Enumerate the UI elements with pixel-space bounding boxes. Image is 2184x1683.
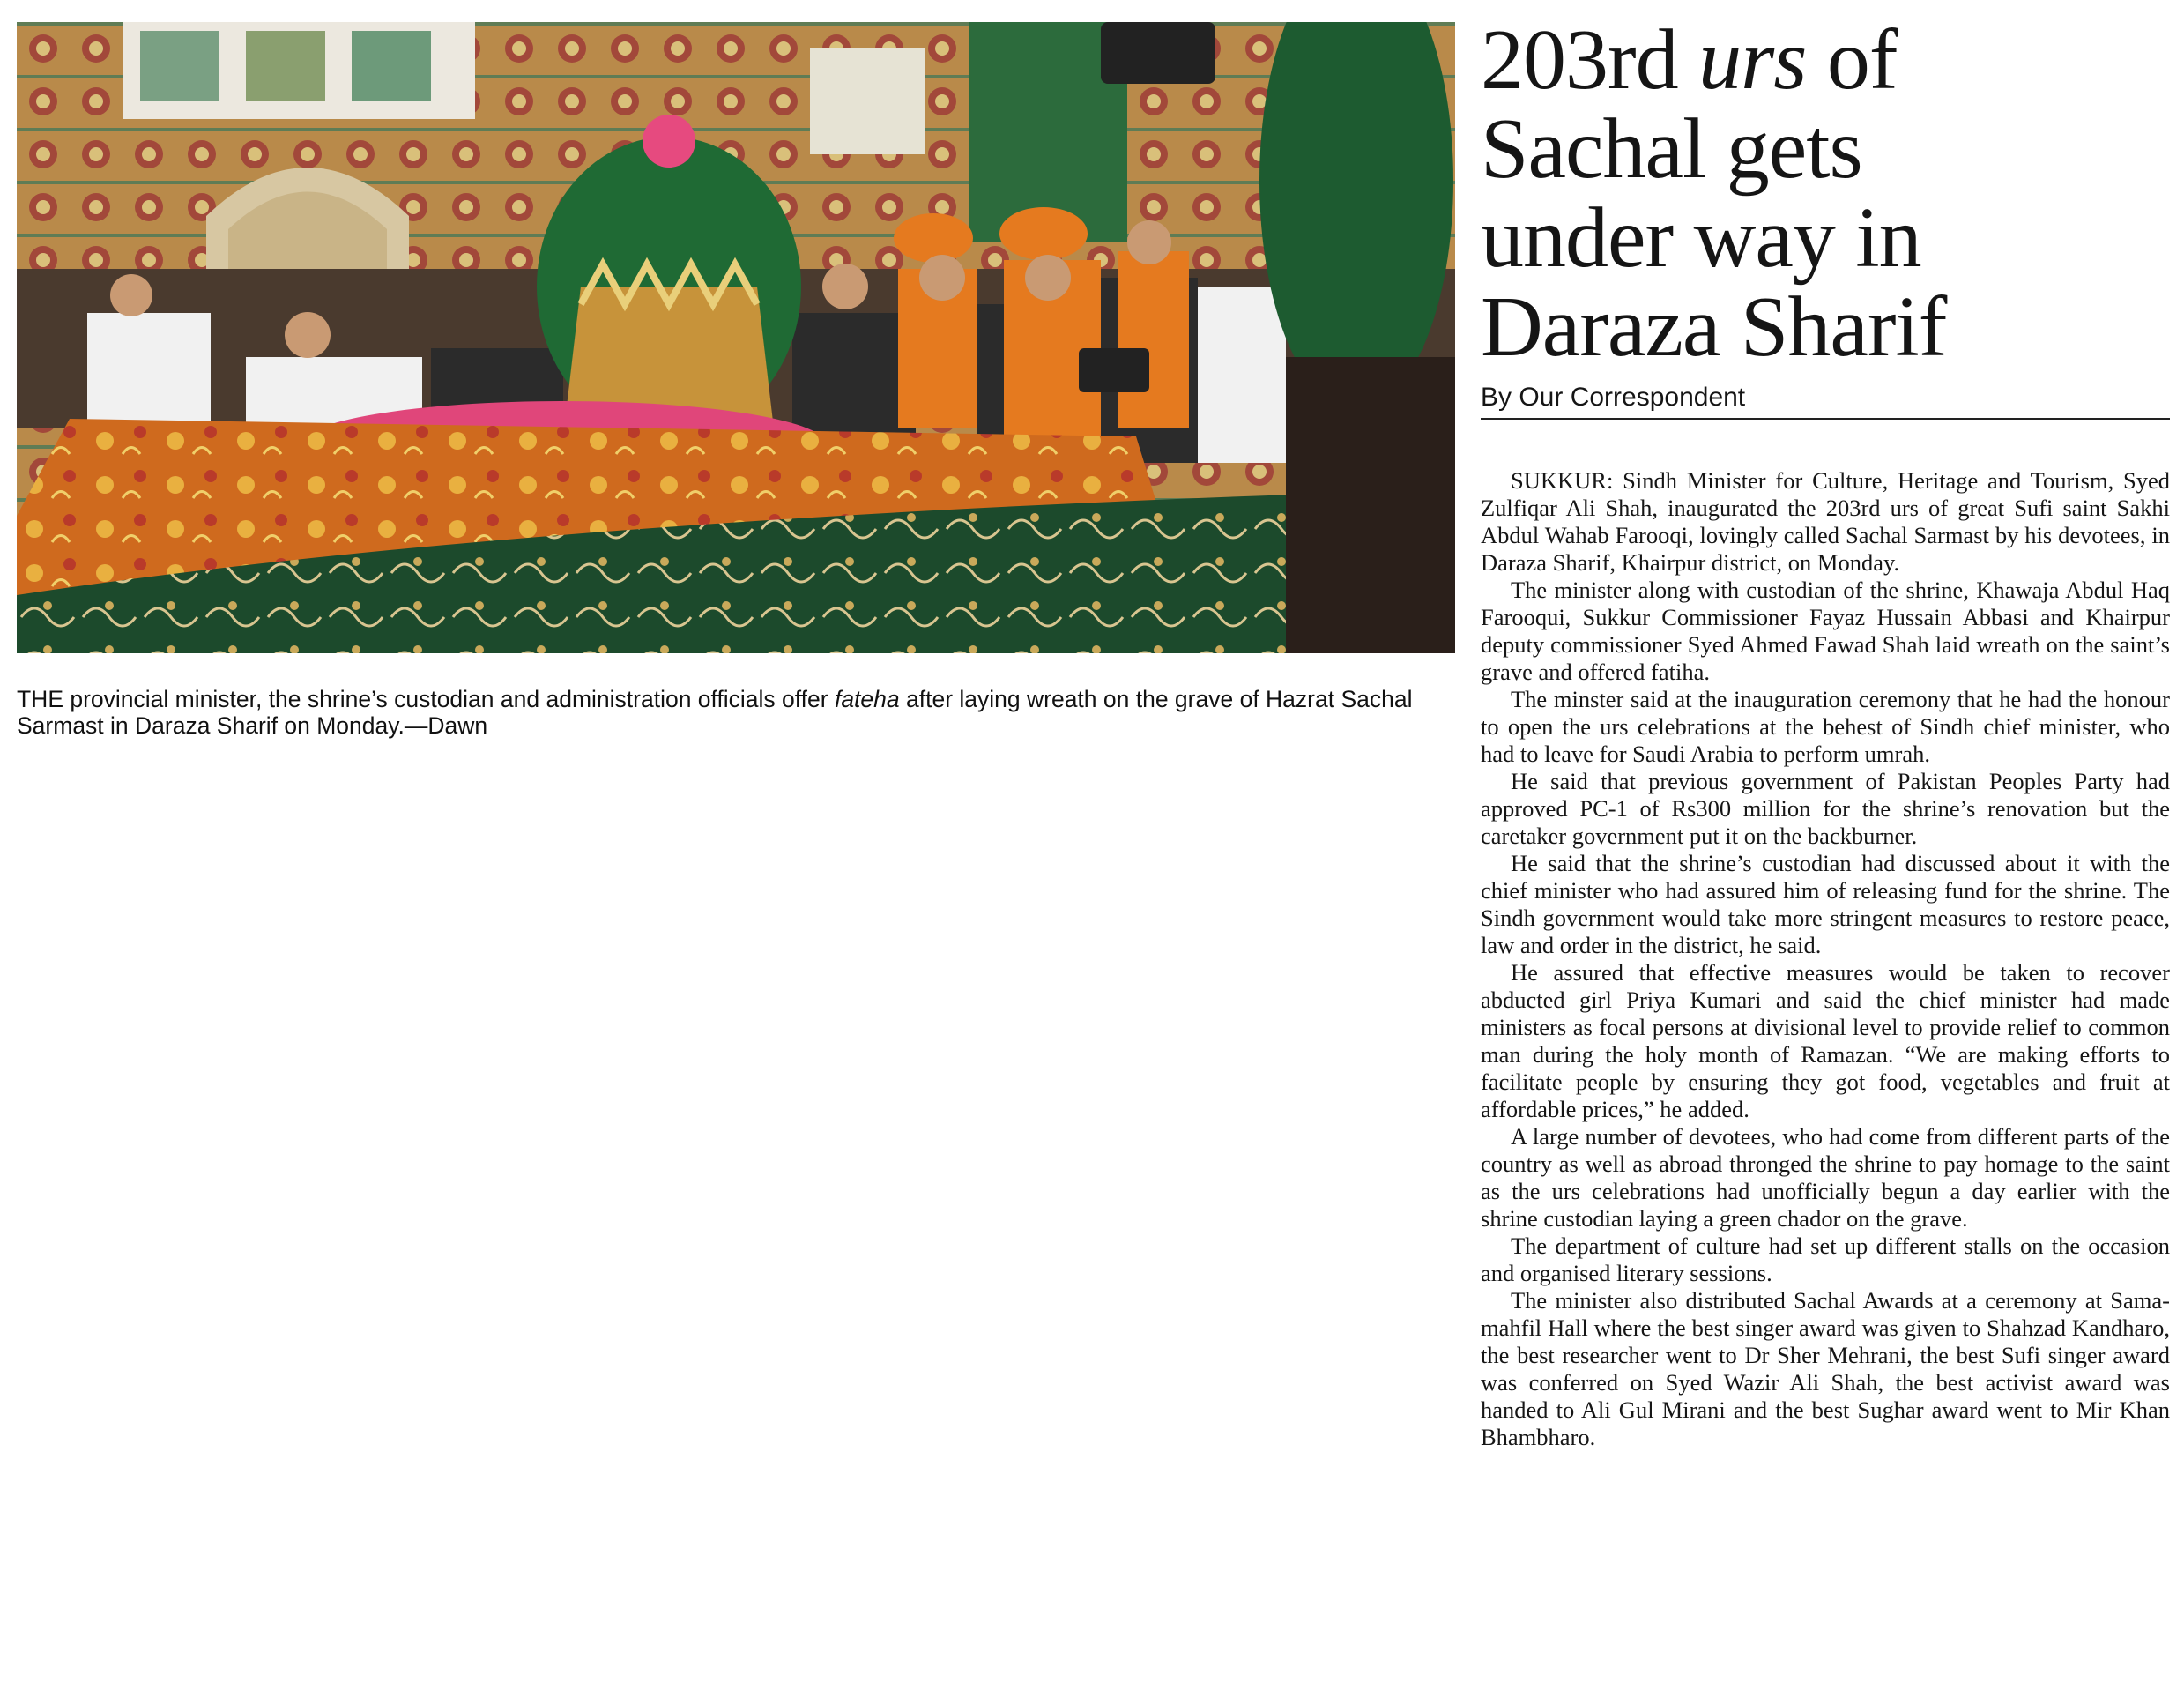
article-paragraph-3: The minster said at the inauguration ceremony that he had the honour to open the urs celebrations at the behest of Sindh chief minister, who had to leave for Saudi Arabia to perform umrah.: [1481, 686, 2170, 767]
article-paragraph-9: The minister also distributed Sachal Awards at a ceremony at Sama-mahfil Hall where the best singer award was given to Shahzad Kandharo, the best researcher went to Dr Sher Mehrani, the best Sufi singer award was conferred on Syed Wazir Ali Shah, the best activist award was handed to Ali Gul Mirani and the best Sughar award went to Mir Khan Bhambharo.: [1481, 1287, 2170, 1450]
headline: [1481, 12, 2177, 375]
photo-caption: [17, 686, 1455, 739]
shrine-photo-image: [17, 22, 1455, 653]
article-paragraph-7: A large number of devotees, who had come from different parts of the country as well as abroad thronged the shrine to pay homage to the saint as the urs celebrations had unofficially begun a day earlier with the shrine custodian laying a green chador on the grave.: [1481, 1123, 2170, 1232]
headline-line-4: Daraza Sharif: [1481, 279, 1947, 375]
article-paragraph-6: He assured that effective measures would be taken to recover abducted girl Priya Kumari and said the chief minister had made ministers as focal persons at divisional level to provide relief to common man during the holy month of Ramazan. “We are making efforts to facilitate people by ensuring they got food, vegetables and fruit at affordable prices,” he added.: [1481, 959, 2170, 1122]
article-paragraph-1: SUKKUR: Sindh Minister for Culture, Heritage and Tourism, Syed Zulfiqar Ali Shah, inaugurated the 203rd urs of great Sufi saint Sakhi Abdul Wahab Farooqi, lovingly called Sachal Sarmast by his devotees, in Daraza Sharif, Khairpur district, on Monday.: [1481, 467, 2170, 576]
headline-line-1: [1481, 12, 2177, 108]
headline-line-2: Sachal gets: [1481, 101, 1862, 197]
caption-lead: THE provincial minister, the shrine’s custodian and administration officials offer: [17, 686, 835, 712]
article-paragraph-4: He said that previous government of Pakistan Peoples Party had approved PC-1 of Rs300 million for the shrine’s renovation but the caretaker government put it on the backburner.: [1481, 768, 2170, 849]
news-photo: [17, 22, 1455, 653]
article-paragraph-8: The department of culture had set up different stalls on the occasion and organised literary sessions.: [1481, 1232, 2170, 1286]
byline: By Our Correspondent: [1481, 383, 1746, 412]
article-paragraph-2: The minister along with custodian of the shrine, Khawaja Abdul Haq Farooqui, Sukkur Commissioner Fayaz Hussain Abbasi and Khairpur deputy commissioner Syed Ahmed Fawad Shah laid wreath on the saint’s grave and offered fatiha.: [1481, 577, 2170, 685]
headline-line-3: under way in: [1481, 190, 1921, 286]
headline-italic-urs: urs: [1698, 12, 1807, 108]
caption-tail: after laying wreath on the grave of Hazrat Sachal Sarmast in Daraza Sharif on Monday.—Dawn: [17, 686, 1419, 739]
article-body: [1481, 467, 2170, 1451]
headline-line-1-post: of: [1806, 12, 1898, 108]
byline-rule: [1481, 418, 2170, 420]
headline-line-1-pre: 203rd: [1481, 12, 1699, 108]
caption-italic: fateha: [834, 686, 900, 712]
article-paragraph-5: He said that the shrine’s custodian had discussed about it with the chief minister who had assured him of releasing fund for the shrine. The Sindh government would take more stringent measures to restore peace, law and order in the district, he said.: [1481, 850, 2170, 958]
